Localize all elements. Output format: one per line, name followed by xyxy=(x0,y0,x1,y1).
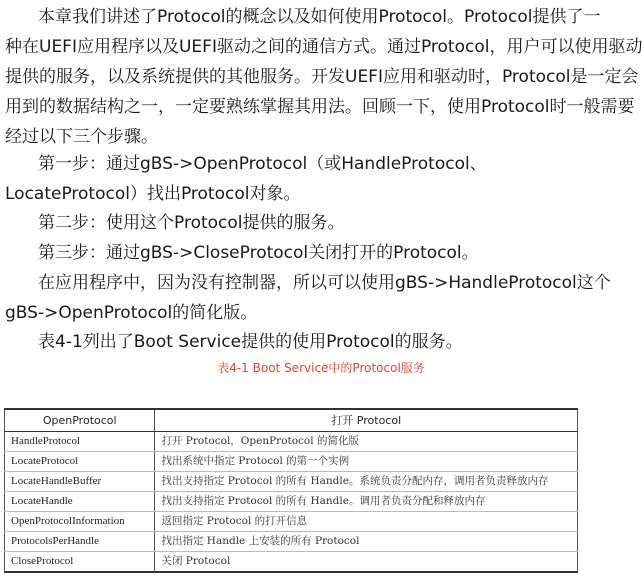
service-name-cell: OpenProtocolInformation xyxy=(5,512,155,532)
text-line: 经过以下三个步骤。 xyxy=(5,127,158,147)
paragraph-step-two xyxy=(5,208,637,238)
table-row xyxy=(5,492,578,512)
service-description-cell: 找出系统中指定 Protocol 的第一个实例 xyxy=(155,452,578,472)
paragraph-step-one xyxy=(5,149,637,209)
text-line: 表4-1列出了Boot Service提供的使用Protocol的服务。 xyxy=(38,332,463,352)
paragraph-step-three xyxy=(5,238,637,268)
table-header-row xyxy=(5,409,578,432)
protocol-services-table xyxy=(4,408,578,573)
paragraph-application-note xyxy=(5,268,637,328)
service-description-cell: 找出支持指定 Protocol 的所有 Handle。调用者负责分配和释放内存 xyxy=(155,492,578,512)
text-line: 种在UEFI应用程序以及UEFI驱动之间的通信方式。通过Protocol，用户可以使用驱动 xyxy=(5,37,642,57)
table-row xyxy=(5,432,578,452)
table-header-cell: OpenProtocol xyxy=(5,409,155,432)
service-name-cell: HandleProtocol xyxy=(5,432,155,452)
text-line: 提供的服务，以及系统提供的其他服务。开发UEFI应用和驱动时，Protocol是一定会 xyxy=(5,67,639,87)
table-row xyxy=(5,552,578,573)
text-line: 本章我们讲述了Protocol的概念以及如何使用Protocol。Protocol提供了一 xyxy=(38,7,601,27)
paragraph-summary xyxy=(5,2,642,152)
service-description-cell: 打开 Protocol，OpenProtocol 的简化版 xyxy=(155,432,578,452)
text-line: gBS->OpenProtocol的简化版。 xyxy=(5,303,258,323)
service-name-cell: LocateHandleBuffer xyxy=(5,472,155,492)
service-description-cell: 找出支持指定 Protocol 的所有 Handle。系统负责分配内存，调用者负责释放内存 xyxy=(155,472,578,492)
table-row xyxy=(5,512,578,532)
text-line: 用到的数据结构之一，一定要熟练掌握其用法。回顾一下，使用Protocol时一般需要 xyxy=(5,97,635,117)
paragraph-table-intro xyxy=(5,327,637,357)
service-name-cell: LocateHandle xyxy=(5,492,155,512)
table-row xyxy=(5,452,578,472)
service-description-cell: 关闭 Protocol xyxy=(155,552,578,573)
text-line: LocateProtocol）找出Protocol对象。 xyxy=(5,184,301,204)
table-caption: 表4-1 Boot Service中的Protocol服务 xyxy=(217,361,425,375)
table-row xyxy=(5,472,578,492)
service-name-cell: CloseProtocol xyxy=(5,552,155,573)
service-name-cell: ProtocolsPerHandle xyxy=(5,532,155,552)
service-description-cell: 返回指定 Protocol 的打开信息 xyxy=(155,512,578,532)
table-header-cell: 打开 Protocol xyxy=(155,409,578,432)
text-line: 在应用程序中，因为没有控制器，所以可以使用gBS->HandleProtocol这个 xyxy=(38,273,611,293)
table-row xyxy=(5,532,578,552)
text-line: 第二步：使用这个Protocol提供的服务。 xyxy=(38,213,345,233)
text-line: 第一步：通过gBS->OpenProtocol（或HandleProtocol、 xyxy=(38,154,487,174)
service-description-cell: 找出指定 Handle 上安装的所有 Protocol xyxy=(155,532,578,552)
text-line: 第三步：通过gBS->CloseProtocol关闭打开的Protocol。 xyxy=(38,243,479,263)
service-name-cell: LocateProtocol xyxy=(5,452,155,472)
